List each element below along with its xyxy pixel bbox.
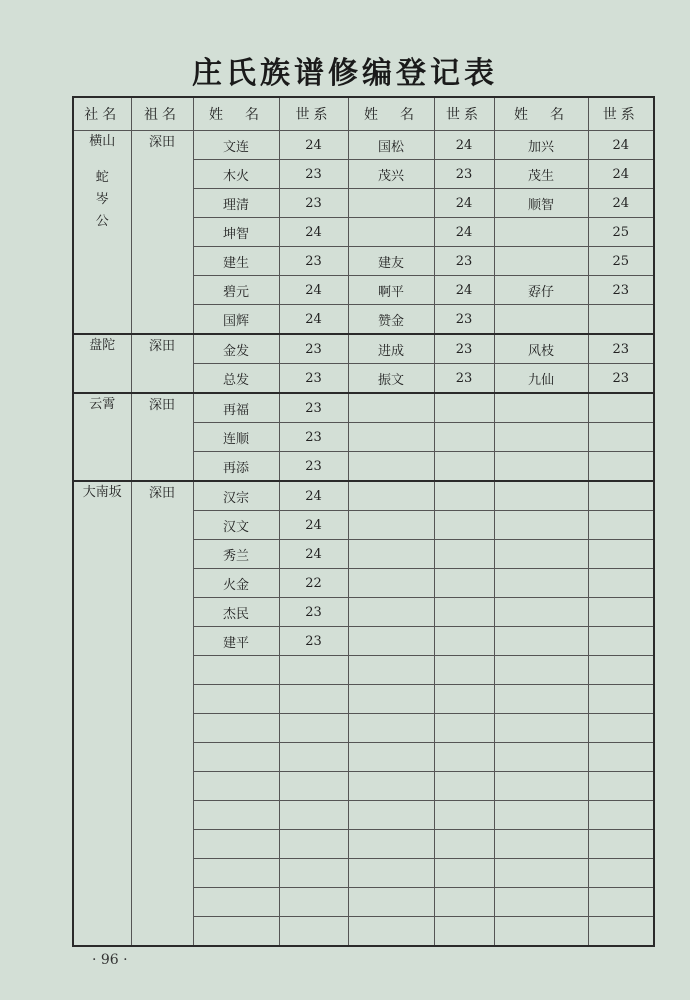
generation-cell: 23 — [279, 627, 348, 656]
generation-cell: 25 — [588, 218, 654, 247]
header-she-ming: 社名 — [73, 97, 131, 131]
name-cell: 杰民 — [193, 598, 279, 627]
generation-cell: 23 — [434, 334, 494, 364]
name-cell: 九仙 — [494, 364, 588, 394]
name-cell: 理清 — [193, 189, 279, 218]
table-body — [73, 131, 654, 947]
generation-cell: 23 — [279, 598, 348, 627]
name-cell: 茂生 — [494, 160, 588, 189]
name-cell — [494, 859, 588, 888]
generation-cell — [588, 830, 654, 859]
generation-cell — [434, 830, 494, 859]
generation-cell — [279, 714, 348, 743]
generation-cell — [434, 393, 494, 423]
generation-cell — [434, 743, 494, 772]
generation-cell: 23 — [434, 160, 494, 189]
generation-cell — [434, 656, 494, 685]
name-cell: 再添 — [193, 452, 279, 482]
name-cell: 再福 — [193, 393, 279, 423]
generation-cell — [588, 540, 654, 569]
name-cell — [348, 801, 434, 830]
generation-cell: 23 — [279, 423, 348, 452]
generation-cell — [434, 772, 494, 801]
she-ming-text: 蛇岑公 — [95, 170, 109, 229]
name-cell — [494, 218, 588, 247]
name-cell — [494, 888, 588, 917]
name-cell — [494, 511, 588, 540]
header-zu-ming: 祖名 — [131, 97, 193, 131]
she-ming-text: 云霄 — [89, 397, 116, 412]
name-cell — [193, 743, 279, 772]
name-cell — [494, 627, 588, 656]
generation-cell — [434, 917, 494, 947]
name-cell — [348, 917, 434, 947]
name-cell — [494, 685, 588, 714]
generation-cell — [434, 888, 494, 917]
generation-cell — [279, 888, 348, 917]
generation-cell — [588, 481, 654, 511]
name-cell — [494, 247, 588, 276]
name-cell: 总发 — [193, 364, 279, 394]
generation-cell: 23 — [434, 305, 494, 335]
name-cell: 国松 — [348, 131, 434, 160]
name-cell — [494, 714, 588, 743]
generation-cell — [588, 511, 654, 540]
registration-table — [72, 96, 655, 947]
generation-cell: 24 — [434, 276, 494, 305]
generation-cell — [588, 888, 654, 917]
name-cell — [348, 656, 434, 685]
name-cell: 建友 — [348, 247, 434, 276]
generation-cell — [588, 598, 654, 627]
name-cell — [348, 481, 434, 511]
generation-cell: 24 — [588, 131, 654, 160]
generation-cell — [588, 685, 654, 714]
name-cell: 进成 — [348, 334, 434, 364]
name-cell — [494, 305, 588, 335]
name-cell — [348, 598, 434, 627]
generation-cell: 24 — [279, 218, 348, 247]
generation-cell — [434, 685, 494, 714]
she-ming-cell — [73, 334, 131, 393]
name-cell: 火金 — [193, 569, 279, 598]
name-cell — [193, 714, 279, 743]
generation-cell: 24 — [588, 189, 654, 218]
generation-cell — [279, 917, 348, 947]
generation-cell: 24 — [588, 160, 654, 189]
generation-cell — [588, 859, 654, 888]
name-cell — [494, 481, 588, 511]
generation-cell — [588, 772, 654, 801]
name-cell: 啊平 — [348, 276, 434, 305]
name-cell — [348, 627, 434, 656]
generation-cell — [588, 743, 654, 772]
header-generation-1: 世系 — [279, 97, 348, 131]
name-cell — [348, 511, 434, 540]
name-cell — [193, 830, 279, 859]
header-row — [73, 97, 654, 131]
name-cell: 国辉 — [193, 305, 279, 335]
name-cell: 碧元 — [193, 276, 279, 305]
header-generation-3: 世系 — [588, 97, 654, 131]
generation-cell — [434, 452, 494, 482]
name-cell — [494, 743, 588, 772]
name-cell — [193, 685, 279, 714]
zu-ming-cell: 深田 — [131, 334, 193, 393]
generation-cell: 24 — [434, 131, 494, 160]
table-row — [73, 481, 654, 511]
generation-cell — [434, 598, 494, 627]
zu-ming-cell: 深田 — [131, 131, 193, 335]
generation-cell: 23 — [279, 334, 348, 364]
name-cell — [494, 598, 588, 627]
name-cell: 金发 — [193, 334, 279, 364]
generation-cell — [279, 859, 348, 888]
name-cell: 文连 — [193, 131, 279, 160]
name-cell — [348, 569, 434, 598]
header-generation-2: 世系 — [434, 97, 494, 131]
generation-cell — [434, 627, 494, 656]
generation-cell: 23 — [279, 160, 348, 189]
generation-cell: 23 — [434, 247, 494, 276]
table-row — [73, 131, 654, 160]
name-cell — [193, 917, 279, 947]
generation-cell: 23 — [279, 189, 348, 218]
name-cell — [348, 218, 434, 247]
name-cell — [348, 189, 434, 218]
name-cell — [193, 772, 279, 801]
generation-cell: 25 — [588, 247, 654, 276]
name-cell — [348, 685, 434, 714]
name-cell: 顺智 — [494, 189, 588, 218]
generation-cell — [434, 481, 494, 511]
generation-cell — [279, 685, 348, 714]
generation-cell — [434, 423, 494, 452]
name-cell: 赞金 — [348, 305, 434, 335]
name-cell: 坤智 — [193, 218, 279, 247]
generation-cell: 24 — [279, 511, 348, 540]
generation-cell: 23 — [279, 452, 348, 482]
name-cell — [494, 917, 588, 947]
name-cell — [494, 393, 588, 423]
generation-cell: 23 — [588, 334, 654, 364]
generation-cell: 24 — [279, 276, 348, 305]
generation-cell — [434, 801, 494, 830]
generation-cell: 24 — [279, 305, 348, 335]
name-cell — [494, 656, 588, 685]
she-ming-text: 横山 — [89, 134, 116, 149]
name-cell — [348, 830, 434, 859]
she-ming-cell — [73, 131, 131, 335]
generation-cell: 23 — [588, 364, 654, 394]
name-cell: 汉宗 — [193, 481, 279, 511]
name-cell — [193, 859, 279, 888]
zu-ming-cell: 深田 — [131, 481, 193, 946]
generation-cell: 23 — [279, 393, 348, 423]
generation-cell — [434, 569, 494, 598]
name-cell — [494, 452, 588, 482]
generation-cell — [434, 859, 494, 888]
generation-cell: 22 — [279, 569, 348, 598]
generation-cell — [588, 656, 654, 685]
generation-cell: 24 — [434, 218, 494, 247]
name-cell — [348, 743, 434, 772]
header-name-3: 姓 名 — [494, 97, 588, 131]
generation-cell — [434, 714, 494, 743]
she-ming-text: 盘陀 — [89, 338, 116, 353]
generation-cell — [279, 801, 348, 830]
name-cell — [348, 859, 434, 888]
generation-cell — [588, 917, 654, 947]
name-cell: 建平 — [193, 627, 279, 656]
generation-cell — [588, 714, 654, 743]
name-cell: 木火 — [193, 160, 279, 189]
name-cell: 孬仔 — [494, 276, 588, 305]
generation-cell — [588, 393, 654, 423]
generation-cell: 23 — [434, 364, 494, 394]
table-row — [73, 334, 654, 364]
generation-cell — [279, 743, 348, 772]
zu-ming-cell: 深田 — [131, 393, 193, 481]
generation-cell — [588, 305, 654, 335]
page-title: 庄氏族谱修编登记表 — [192, 56, 498, 91]
generation-cell: 24 — [434, 189, 494, 218]
name-cell: 汉文 — [193, 511, 279, 540]
she-ming-cell — [73, 393, 131, 481]
generation-cell: 24 — [279, 481, 348, 511]
name-cell — [348, 888, 434, 917]
name-cell: 茂兴 — [348, 160, 434, 189]
generation-cell — [588, 627, 654, 656]
name-cell — [193, 888, 279, 917]
name-cell — [494, 423, 588, 452]
generation-cell — [279, 772, 348, 801]
generation-cell — [588, 801, 654, 830]
page-number: · 96 · — [92, 952, 128, 968]
name-cell — [193, 656, 279, 685]
generation-cell — [434, 511, 494, 540]
header-name-2: 姓 名 — [348, 97, 434, 131]
generation-cell — [588, 569, 654, 598]
she-ming-text: 大南坂 — [82, 485, 122, 500]
name-cell: 风枝 — [494, 334, 588, 364]
name-cell — [494, 772, 588, 801]
name-cell: 建生 — [193, 247, 279, 276]
name-cell — [494, 830, 588, 859]
name-cell: 加兴 — [494, 131, 588, 160]
generation-cell: 24 — [279, 131, 348, 160]
name-cell — [348, 540, 434, 569]
generation-cell: 23 — [279, 364, 348, 394]
name-cell — [193, 801, 279, 830]
name-cell — [348, 393, 434, 423]
generation-cell: 23 — [588, 276, 654, 305]
name-cell — [494, 801, 588, 830]
name-cell: 振文 — [348, 364, 434, 394]
generation-cell — [279, 830, 348, 859]
name-cell — [348, 772, 434, 801]
name-cell: 秀兰 — [193, 540, 279, 569]
name-cell — [348, 714, 434, 743]
name-cell — [494, 540, 588, 569]
name-cell — [348, 452, 434, 482]
generation-cell: 23 — [279, 247, 348, 276]
table-row — [73, 393, 654, 423]
generation-cell — [434, 540, 494, 569]
she-ming-cell — [73, 481, 131, 946]
generation-cell — [588, 452, 654, 482]
name-cell — [494, 569, 588, 598]
generation-cell — [588, 423, 654, 452]
generation-cell: 24 — [279, 540, 348, 569]
name-cell: 连顺 — [193, 423, 279, 452]
name-cell — [348, 423, 434, 452]
header-name-1: 姓 名 — [193, 97, 279, 131]
generation-cell — [279, 656, 348, 685]
